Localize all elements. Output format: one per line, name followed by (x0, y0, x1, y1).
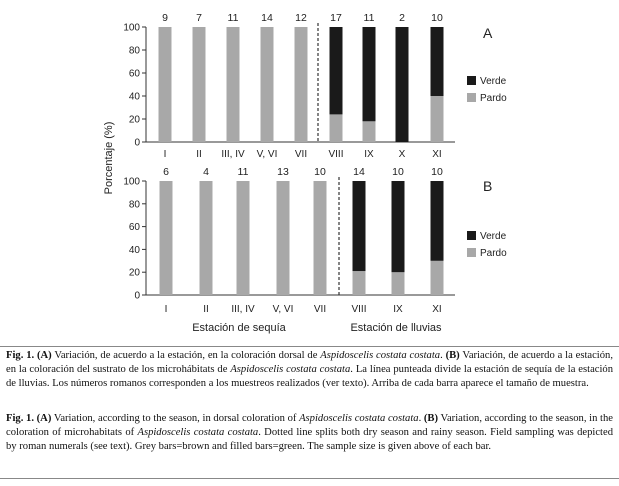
x-tick-label: XI (432, 304, 442, 315)
caption-top-rule (0, 346, 619, 347)
sample-size-label: 14 (261, 12, 273, 24)
bar-pardo-6 (353, 271, 366, 295)
caption-en-species-1: Aspidoscelis costata costata (299, 413, 419, 424)
bar-pardo-4 (261, 27, 274, 142)
x-tick-label: V, VI (256, 149, 278, 160)
legend-swatch-verde (467, 231, 476, 240)
y-tick-label: 100 (123, 22, 140, 34)
sample-size-label: 2 (399, 12, 405, 24)
sample-size-label: 11 (363, 12, 375, 24)
sample-size-label: 10 (431, 12, 443, 24)
y-tick-label: 40 (128, 244, 140, 256)
caption-en-species-2: Aspidoscelis costata costata (137, 427, 259, 438)
bar-pardo-2 (193, 27, 206, 142)
caption-spanish (6, 349, 613, 391)
sample-size-label: 7 (196, 12, 202, 24)
caption-es-species-2: Aspidoscelis costata costata (230, 364, 351, 375)
x-tick-label: I (163, 149, 167, 160)
caption-bottom-rule (0, 478, 619, 479)
sample-size-label: 10 (314, 166, 326, 178)
bar-pardo-3 (227, 27, 240, 142)
bar-pardo-6 (330, 114, 343, 142)
y-tick-label: 60 (128, 68, 140, 80)
bar-verde-7 (363, 27, 376, 121)
y-axis-label: Porcentaje (%) (103, 121, 115, 195)
caption-en-text-4: . Dotted line splits both dry season and rainy season. Field sampling was depicted by roman numerals (see text). Grey bars=brown and filled bars=green. The sample size is given above of each bar. (6, 427, 613, 452)
caption-es-panel-b: (B) (445, 350, 460, 361)
legend-label-verde: Verde (480, 76, 507, 87)
legend-swatch-pardo (467, 93, 476, 102)
y-tick-label: 40 (128, 91, 140, 103)
caption-es-label: Fig. 1. (6, 350, 35, 361)
caption-english (6, 412, 613, 454)
bar-pardo-2 (200, 181, 213, 295)
group-label-rainy: Estación de lluvias (350, 322, 442, 334)
caption-es-text-1: Variación, de acuerdo a la estación, en la coloración dorsal de (51, 350, 321, 361)
sample-size-label: 4 (203, 166, 209, 178)
x-tick-label: IX (393, 304, 403, 315)
x-tick-label: X (398, 149, 406, 160)
bar-pardo-1 (159, 27, 172, 142)
x-tick-label: II (203, 304, 209, 315)
sample-size-label: 10 (431, 166, 443, 178)
sample-size-label: 6 (163, 166, 169, 178)
caption-es-text-3: Variación, de acuerdo a la estación, en la coloración del sustrato de los microhábitats de (6, 350, 613, 375)
legend-label-pardo: Pardo (480, 248, 507, 259)
sample-size-label: 13 (277, 166, 289, 178)
bar-pardo-7 (392, 272, 405, 295)
y-tick-label: 80 (128, 45, 140, 57)
y-tick-label: 0 (134, 290, 140, 302)
bar-pardo-4 (277, 181, 290, 295)
caption-es-species-1: Aspidoscelis costata costata (320, 350, 441, 361)
y-tick-label: 0 (134, 137, 140, 149)
legend-label-pardo: Pardo (480, 93, 507, 104)
y-tick-label: 80 (128, 199, 140, 211)
legend-label-verde: Verde (480, 231, 507, 242)
bar-verde-9 (431, 27, 444, 96)
bar-verde-6 (353, 181, 366, 271)
x-tick-label: VII (313, 304, 327, 315)
bar-verde-8 (431, 181, 444, 261)
caption-en-label: Fig. 1. (6, 413, 34, 424)
y-tick-label: 100 (123, 176, 140, 188)
panel-a-chart (123, 12, 507, 160)
x-tick-label: VIII (328, 149, 344, 160)
y-tick-label: 20 (128, 114, 140, 126)
x-tick-label: VII (294, 149, 308, 160)
caption-en-panel-b: (B) (423, 413, 439, 424)
sample-size-label: 11 (227, 12, 239, 24)
bar-pardo-3 (237, 181, 250, 295)
sample-size-label: 12 (295, 12, 307, 24)
bar-verde-7 (392, 181, 405, 272)
y-tick-label: 20 (128, 267, 140, 279)
caption-en-text-3: Variation, according to the season, in the coloration of microhabitats of (6, 413, 614, 438)
x-tick-label: VIII (351, 304, 367, 315)
sample-size-label: 14 (353, 166, 365, 178)
bar-pardo-7 (363, 121, 376, 142)
x-tick-label: III, IV (231, 304, 255, 315)
legend-swatch-verde (467, 76, 476, 85)
panel-b-chart (123, 166, 507, 315)
bar-pardo-1 (160, 181, 173, 295)
legend-swatch-pardo (467, 248, 476, 257)
bar-pardo-8 (431, 261, 444, 295)
sample-size-label: 17 (330, 12, 342, 24)
caption-en-panel-a: (A) (36, 413, 52, 424)
x-tick-label: IX (364, 149, 374, 160)
bar-verde-6 (330, 27, 343, 114)
caption-en-text-1: Variation, according to the season, in dorsal coloration of (51, 413, 300, 424)
sample-size-label: 10 (392, 166, 404, 178)
caption-en-text-2: . (418, 413, 424, 424)
panel-letter: A (483, 25, 493, 41)
x-tick-label: I (164, 304, 168, 315)
sample-size-label: 9 (162, 12, 168, 24)
sample-size-label: 11 (237, 166, 249, 178)
x-tick-label: II (196, 149, 202, 160)
x-tick-label: V, VI (272, 304, 294, 315)
caption-es-text-4: . La línea punteada divide la estación de sequía de la estación de lluvias. Los números romanos corresponden a los muestreos realizados (ver texto). Arriba de cada barra aparece el tamaño de muestra. (6, 364, 614, 389)
bar-pardo-9 (431, 96, 444, 142)
bar-verde-8 (396, 27, 409, 142)
x-tick-label: III, IV (221, 149, 245, 160)
x-tick-label: XI (432, 149, 442, 160)
caption-es-panel-a: (A) (36, 350, 52, 361)
y-tick-label: 60 (128, 222, 140, 234)
bar-pardo-5 (295, 27, 308, 142)
panel-letter: B (483, 178, 493, 194)
caption-es-text-2: . (440, 350, 446, 361)
group-label-dry: Estación de sequía (192, 322, 286, 334)
bar-pardo-5 (314, 181, 327, 295)
